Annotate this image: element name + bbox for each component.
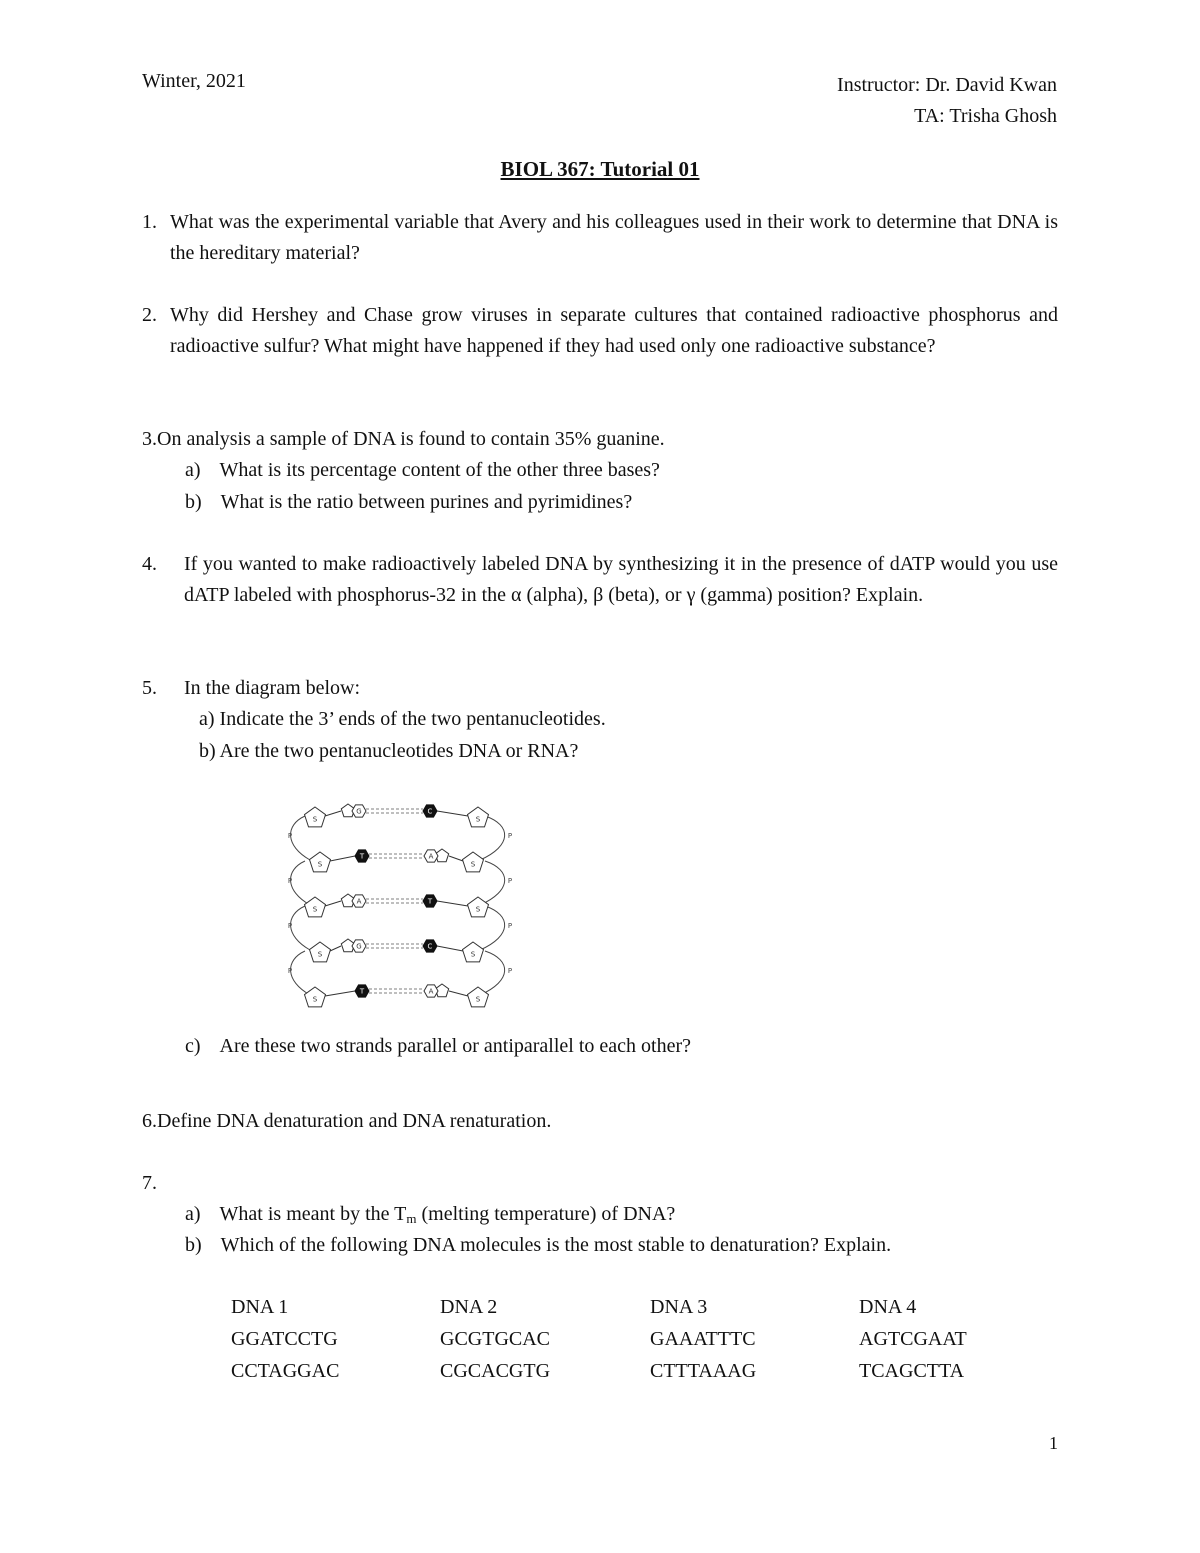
question-6-text: Define DNA denaturation and DNA renaturation. [157,1110,552,1132]
question-3-number: 3. [142,428,157,450]
dna-name: DNA 2 [440,1296,498,1318]
right-glycosidic-bond [449,991,468,996]
left-glycosidic-bond [330,946,341,951]
staff-block [837,70,1057,132]
question-7a-text-pre: What is meant by the T [219,1203,407,1225]
dna-top-strand: GAAATTTC [650,1328,756,1350]
question-1-body: What was the experimental variable that Avery and his colleagues used in their work to determine that DNA is the hereditary material? [170,211,1058,264]
question-1-number: 1. [142,211,157,233]
question-5b: b) Are the two pentanucleotides DNA or RNA? [199,740,579,762]
question-5 [142,673,361,704]
right-base-label: A [428,852,434,861]
dna-double-strand-diagram [280,788,520,1020]
left-backbone-link [291,861,310,905]
question-2-text [170,300,1058,362]
right-glycosidic-bond [437,946,463,951]
right-sugar-label: S [475,815,481,824]
dna-column-1 [231,1291,339,1387]
question-7a-text-post: (melting temperature) of DNA? [416,1203,676,1225]
left-glycosidic-bond [325,811,341,816]
left-glycosidic-bond [325,901,341,906]
dna-column-4 [859,1291,967,1387]
left-sugar-label: S [317,950,323,959]
right-phosphate-label: P [507,832,513,840]
question-6-number: 6. [142,1110,157,1132]
dna-top-strand: AGTCGAAT [859,1328,967,1350]
dna-name: DNA 3 [650,1296,708,1318]
question-1-text [170,207,1058,269]
dna-column-3 [650,1291,756,1387]
left-phosphate-label: P [287,922,293,930]
left-phosphate-label: P [287,967,293,975]
left-glycosidic-bond [330,856,355,861]
left-base-label: T [359,987,365,996]
ta-label: TA: Trisha Ghosh [914,105,1057,127]
left-sugar-label: S [317,860,323,869]
right-sugar-label: S [475,905,481,914]
question-7a-text [220,1203,676,1225]
dna-name: DNA 4 [859,1296,917,1318]
right-backbone-link [480,951,505,995]
question-3a-label: a) [185,459,201,481]
question-6 [142,1106,551,1137]
dna-bottom-strand: CCTAGGAC [231,1360,340,1382]
right-phosphate-label: P [507,922,513,930]
dna-top-strand: GCGTGCAC [440,1328,551,1350]
tm-subscript: m [406,1211,417,1226]
question-7a-label: a) [185,1203,201,1225]
question-5a: a) Indicate the 3’ ends of the two pentanucleotides. [199,708,606,730]
left-backbone-link [291,951,310,995]
question-7b [185,1230,891,1261]
question-4-body: If you wanted to make radioactively labeled DNA by synthesizing it in the presence of dATP would you use dATP labeled with phosphorus-32 in the α (alpha), β (beta), or γ (gamma) position? Explain. [184,553,1058,606]
right-phosphate-label: P [507,967,513,975]
question-5c-text: Are these two strands parallel or antiparallel to each other? [219,1035,692,1057]
instructor-label: Instructor: Dr. David Kwan [837,74,1057,96]
question-2-number: 2. [142,304,157,326]
left-sugar-label: S [312,815,318,824]
page-title: BIOL 367: Tutorial 01 [500,157,700,181]
dna-top-strand: GGATCCTG [231,1328,338,1350]
question-3 [142,424,665,455]
right-sugar-label: S [470,950,476,959]
right-base-label: T [427,897,433,906]
question-5-text: In the diagram below: [184,677,361,699]
left-base-label: G [356,942,362,951]
right-glycosidic-bond [437,901,468,906]
question-5c [185,1031,691,1062]
question-3b-label: b) [185,491,202,513]
left-base-label: G [356,807,362,816]
dna-name: DNA 1 [231,1296,289,1318]
right-phosphate-label: P [507,877,513,885]
right-sugar-label: S [475,995,481,1004]
question-4-number: 4. [142,553,157,575]
left-base-label: T [359,852,365,861]
question-1 [142,207,1058,269]
dna-bottom-strand: CGCACGTG [440,1360,551,1382]
question-5c-label: c) [185,1035,201,1057]
question-3b-text: What is the ratio between purines and pyrimidines? [220,491,633,513]
question-7b-label: b) [185,1234,202,1256]
right-glycosidic-bond [449,856,463,861]
term-label: Winter, 2021 [142,70,246,92]
question-3-text: On analysis a sample of DNA is found to contain 35% guanine. [157,428,665,450]
right-base-label: C [427,942,433,951]
question-4-text [184,549,1058,611]
question-2 [142,300,1058,362]
question-2-body: Why did Hershey and Chase grow viruses in separate cultures that contained radioactive phosphorus and radioactive sulfur? What might have happened if they had used only one radioactive substance? [170,304,1058,357]
left-sugar-label: S [312,905,318,914]
question-7-number: 7. [142,1172,157,1194]
question-3b [185,487,632,518]
left-phosphate-label: P [287,877,293,885]
page-number: 1 [1049,1433,1058,1453]
right-backbone-link [480,861,505,905]
right-base-label: A [428,987,434,996]
left-sugar-label: S [312,995,318,1004]
dna-bottom-strand: TCAGCTTA [859,1360,965,1382]
question-4 [142,549,1058,611]
question-5-number: 5. [142,677,157,699]
question-3a-text: What is its percentage content of the other three bases? [219,459,660,481]
right-base-label: C [427,807,433,816]
question-7a [185,1199,675,1234]
question-3a [185,455,660,486]
left-base-label: A [356,897,362,906]
left-glycosidic-bond [325,991,355,996]
question-7b-text: Which of the following DNA molecules is the most stable to denaturation? Explain. [220,1234,892,1256]
dna-column-2 [440,1291,550,1387]
right-glycosidic-bond [437,811,468,816]
right-sugar-label: S [470,860,476,869]
left-phosphate-label: P [287,832,293,840]
dna-bottom-strand: CTTTAAAG [650,1360,757,1382]
